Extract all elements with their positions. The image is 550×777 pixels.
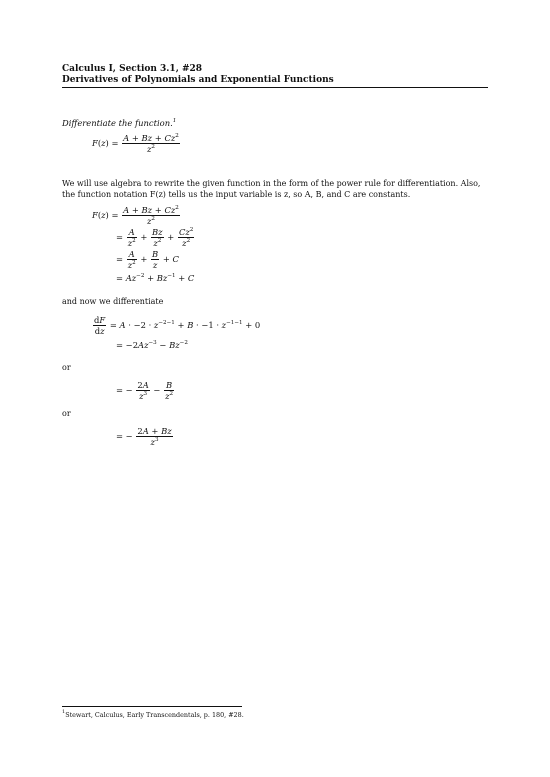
derivative-form-2: = − $\frac{2A}{z^3}$ − $\frac{B}{z^2}$ <box>116 380 174 401</box>
rewrite-step-3: = $\frac{A}{z^2}$ + $\frac{B}{z}$ + C <box>116 249 179 270</box>
or-text-1: or <box>62 363 71 372</box>
derivative-step-2: = $-2Az^{-3} - Bz^{-2}$ <box>116 340 188 350</box>
transition-text: and now we differentiate <box>62 297 164 306</box>
footnote-rule <box>62 706 242 707</box>
rewrite-step-1: F(z) = $\frac{A + Bz + Cz^2}{z^2}$ <box>92 205 179 226</box>
header-rule <box>62 87 488 88</box>
intro-paragraph: We will use algebra to rewrite the given function in the form of the power rule for differentiation. Also, the function notation F(z) tells us the input variable is z, so A, B, and C are constants. <box>62 179 481 199</box>
header-subtitle: Derivatives of Polynomials and Exponential Functions <box>62 75 334 85</box>
derivative-form-3: = − $\frac{2A + Bz}{z^3}$ <box>116 426 172 447</box>
function-definition: F(z) = $\frac{A + Bz + Cz^2}{z^2}$ <box>92 133 179 154</box>
derivative-step-1: $\frac{dF}{dz}$ = $A \cdot -2 \cdot z^{-2-1} + B \cdot -1 \cdot z^{-1-1} + 0$ <box>94 315 261 336</box>
or-text-2: or <box>62 409 71 418</box>
footnote: $^1$Stewart, Calculus, Early Transcendentals, p. 180, #28. <box>62 709 244 719</box>
rewrite-step-2: = $\frac{A}{z^2}$ + $\frac{Bz}{z^2}$ + $\frac{Cz^2}{z^2}$ <box>116 227 194 248</box>
rewrite-step-4: = $Az^{-2} + Bz^{-1} + C$ <box>116 273 195 283</box>
problem-prompt: Differentiate the function.$^1$ <box>62 118 177 128</box>
header-title: Calculus I, Section 3.1, #28 <box>62 64 203 74</box>
